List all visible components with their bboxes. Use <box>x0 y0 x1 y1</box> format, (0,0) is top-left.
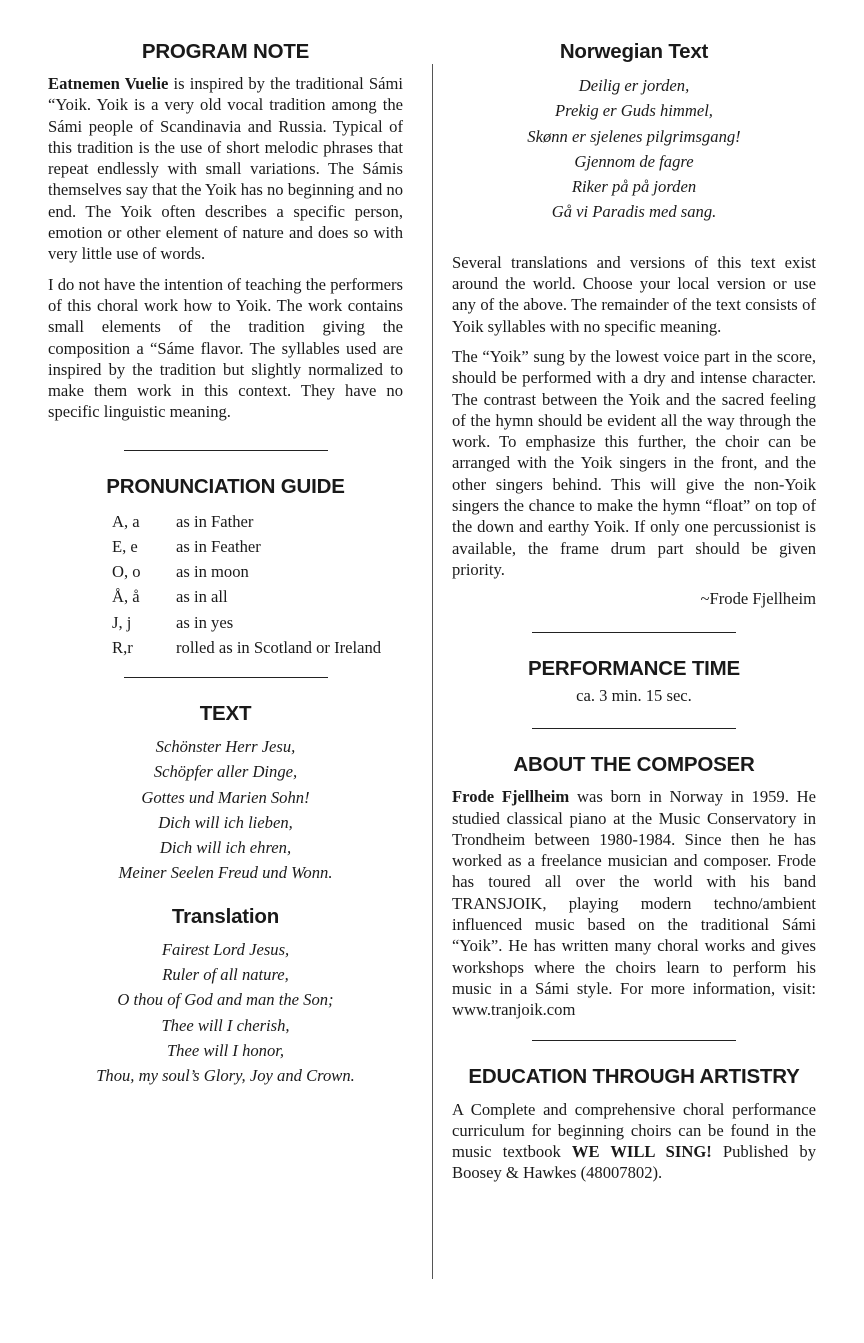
pronunciation-row <box>112 509 403 534</box>
section-rule <box>532 728 736 729</box>
translation-heading: Translation <box>171 904 280 928</box>
yoik-performance-paragraph: The “Yoik” sung by the lowest voice part in the score, should be performed with a dry and intense character. The contrast between the Yoik and the sacred feeling of the hymn should be evident all the way through the work. To emphasize this further, the choir can be arranged with the Yoik singers in the front, and the other singers behind. This will give the non-Yoik singers the chance to make the hymn “float” on top of the down and earthy Yoik. If only one percussionist is available, the frame drum part should be given priority. <box>452 346 816 579</box>
program-note-paragraph-1-text: is inspired by the traditional Sámi “Yoik. Yoik is a very old vocal tradition among the Sámi people of Scandinavia and Russia. Typical of this tradition is the use of short melodic phrases that repeat endlessly with small variations. The Sámis themselves say that the Yoik has no beginning and no end. The Yoik often describes a specific person, emotion or other element of nature and does so with very little use of words. <box>48 74 404 264</box>
section-rule <box>532 632 736 633</box>
pronunciation-letter: A, a <box>112 511 140 531</box>
program-note-title-bold: Eatnemen Vuelie <box>48 74 169 93</box>
section-rule <box>124 450 328 451</box>
performance-time-heading: PERFORMANCE TIME <box>527 657 741 681</box>
pronunciation-sound: as in all <box>176 587 228 607</box>
pronunciation-row <box>112 559 403 584</box>
pronunciation-sound: as in Feather <box>176 536 261 556</box>
poem-line: O thou of God and man the Son; <box>117 990 334 1010</box>
poem-line: Deilig er jorden, <box>578 76 690 95</box>
pronunciation-letter: E, e <box>112 536 138 556</box>
left-column <box>48 40 403 1089</box>
pronunciation-heading: PRONUNCIATION GUIDE <box>106 474 345 498</box>
pronunciation-row <box>112 584 403 609</box>
composer-bio-text: was born in Norway in 1959. He studied classical piano at the Music Conservatory in Trondheim between 1980-1984. Since then he has worked as a freelance musician and composer. Frode has toured all over the world with his band TRANSJOIK, playing modern techno/ambient influenced music based on the traditional Sámi “Yoik”. He has written many choral works and gives workshops where the choirs learn to perform his music in a Sámi style. For more information, visit: www.tranjoik.com <box>452 787 817 1020</box>
program-note-heading: PROGRAM NOTE <box>141 40 310 63</box>
pronunciation-letter: Å, å <box>112 587 140 607</box>
poem-line: Meiner Seelen Freud und Wonn. <box>118 863 333 883</box>
textbook-title-bold: WE WILL SING! <box>571 1142 712 1162</box>
norwegian-heading: Norwegian Text <box>559 40 709 63</box>
signature: ~Frode Fjellheim <box>700 589 816 609</box>
education-heading: EDUCATION THROUGH ARTISTRY <box>468 1064 800 1088</box>
about-composer-heading: ABOUT THE COMPOSER <box>513 753 755 777</box>
poem-line: Skønn er sjelenes pilgrimsgang! <box>527 126 741 146</box>
education-paragraph <box>452 1099 816 1184</box>
poem-line: Schönster Herr Jesu, <box>155 736 296 756</box>
poem-line: Thou, my soul’s Glory, Joy and Crown. <box>96 1066 355 1086</box>
education-text-post: Published by Boosey & Hawkes (48007802). <box>452 1142 816 1183</box>
poem-line: Gottes und Marien Sohn! <box>141 787 310 807</box>
poem-line: Gå vi Paradis med sang. <box>551 202 717 222</box>
poem-line: Ruler of all nature, <box>162 965 289 985</box>
section-rule <box>532 1040 736 1041</box>
right-column <box>452 40 816 1193</box>
text-heading: TEXT <box>199 701 252 725</box>
translation-poem <box>48 937 403 1089</box>
pronunciation-row <box>112 610 403 635</box>
pronunciation-row <box>112 534 403 559</box>
german-text-poem <box>48 734 403 886</box>
poem-line: Dich will ich lieben, <box>158 812 293 832</box>
education-text-pre: A Complete and comprehensive choral performance curriculum for beginning choirs can be found in the music textbook <box>452 1099 816 1162</box>
section-rule <box>124 677 328 678</box>
pronunciation-letter: R,r <box>112 637 133 657</box>
poem-line: Schöpfer aller Dinge, <box>153 762 298 782</box>
pronunciation-sound: as in Father <box>176 511 254 531</box>
norwegian-poem <box>452 73 816 225</box>
versions-paragraph: Several translations and versions of this text exist around the world. Choose your local version or use any of the above. The remainder of the text consists of Yoik syllables with no specific meaning. <box>452 252 816 336</box>
poem-line: Gjennom de fagre <box>574 151 694 171</box>
pronunciation-sound: as in yes <box>176 612 234 632</box>
pronunciation-letter: J, j <box>112 612 132 632</box>
pronunciation-sound: as in moon <box>176 562 249 582</box>
column-divider <box>432 64 433 1279</box>
composer-paragraph <box>452 786 816 1020</box>
composer-name-bold: Frode Fjellheim <box>452 787 570 807</box>
poem-line: Dich will ich ehren, <box>159 838 292 858</box>
poem-line: Prekig er Guds himmel, <box>555 101 713 121</box>
pronunciation-sound: rolled as in Scotland or Ireland <box>176 637 382 657</box>
pronunciation-row <box>112 635 403 660</box>
performance-time-value: ca. 3 min. 15 sec. <box>576 686 692 706</box>
poem-line: Thee will I cherish, <box>161 1015 290 1035</box>
program-note-paragraph-1 <box>48 73 403 265</box>
pronunciation-table <box>112 509 403 660</box>
poem-line: Fairest Lord Jesus, <box>161 939 290 959</box>
poem-line: Thee will I honor, <box>166 1040 285 1060</box>
poem-line: Riker på på jorden <box>571 177 697 197</box>
pronunciation-letter: O, o <box>112 562 141 582</box>
program-note-paragraph-2: I do not have the intention of teaching the performers of this choral work how to Yoik. The work contains small elements of the tradition giving the composition a “Sáme flavor. The syllables used are inspired by the tradition but slightly normalized to make them work in this context. They have no specific linguistic meaning. <box>48 274 403 422</box>
